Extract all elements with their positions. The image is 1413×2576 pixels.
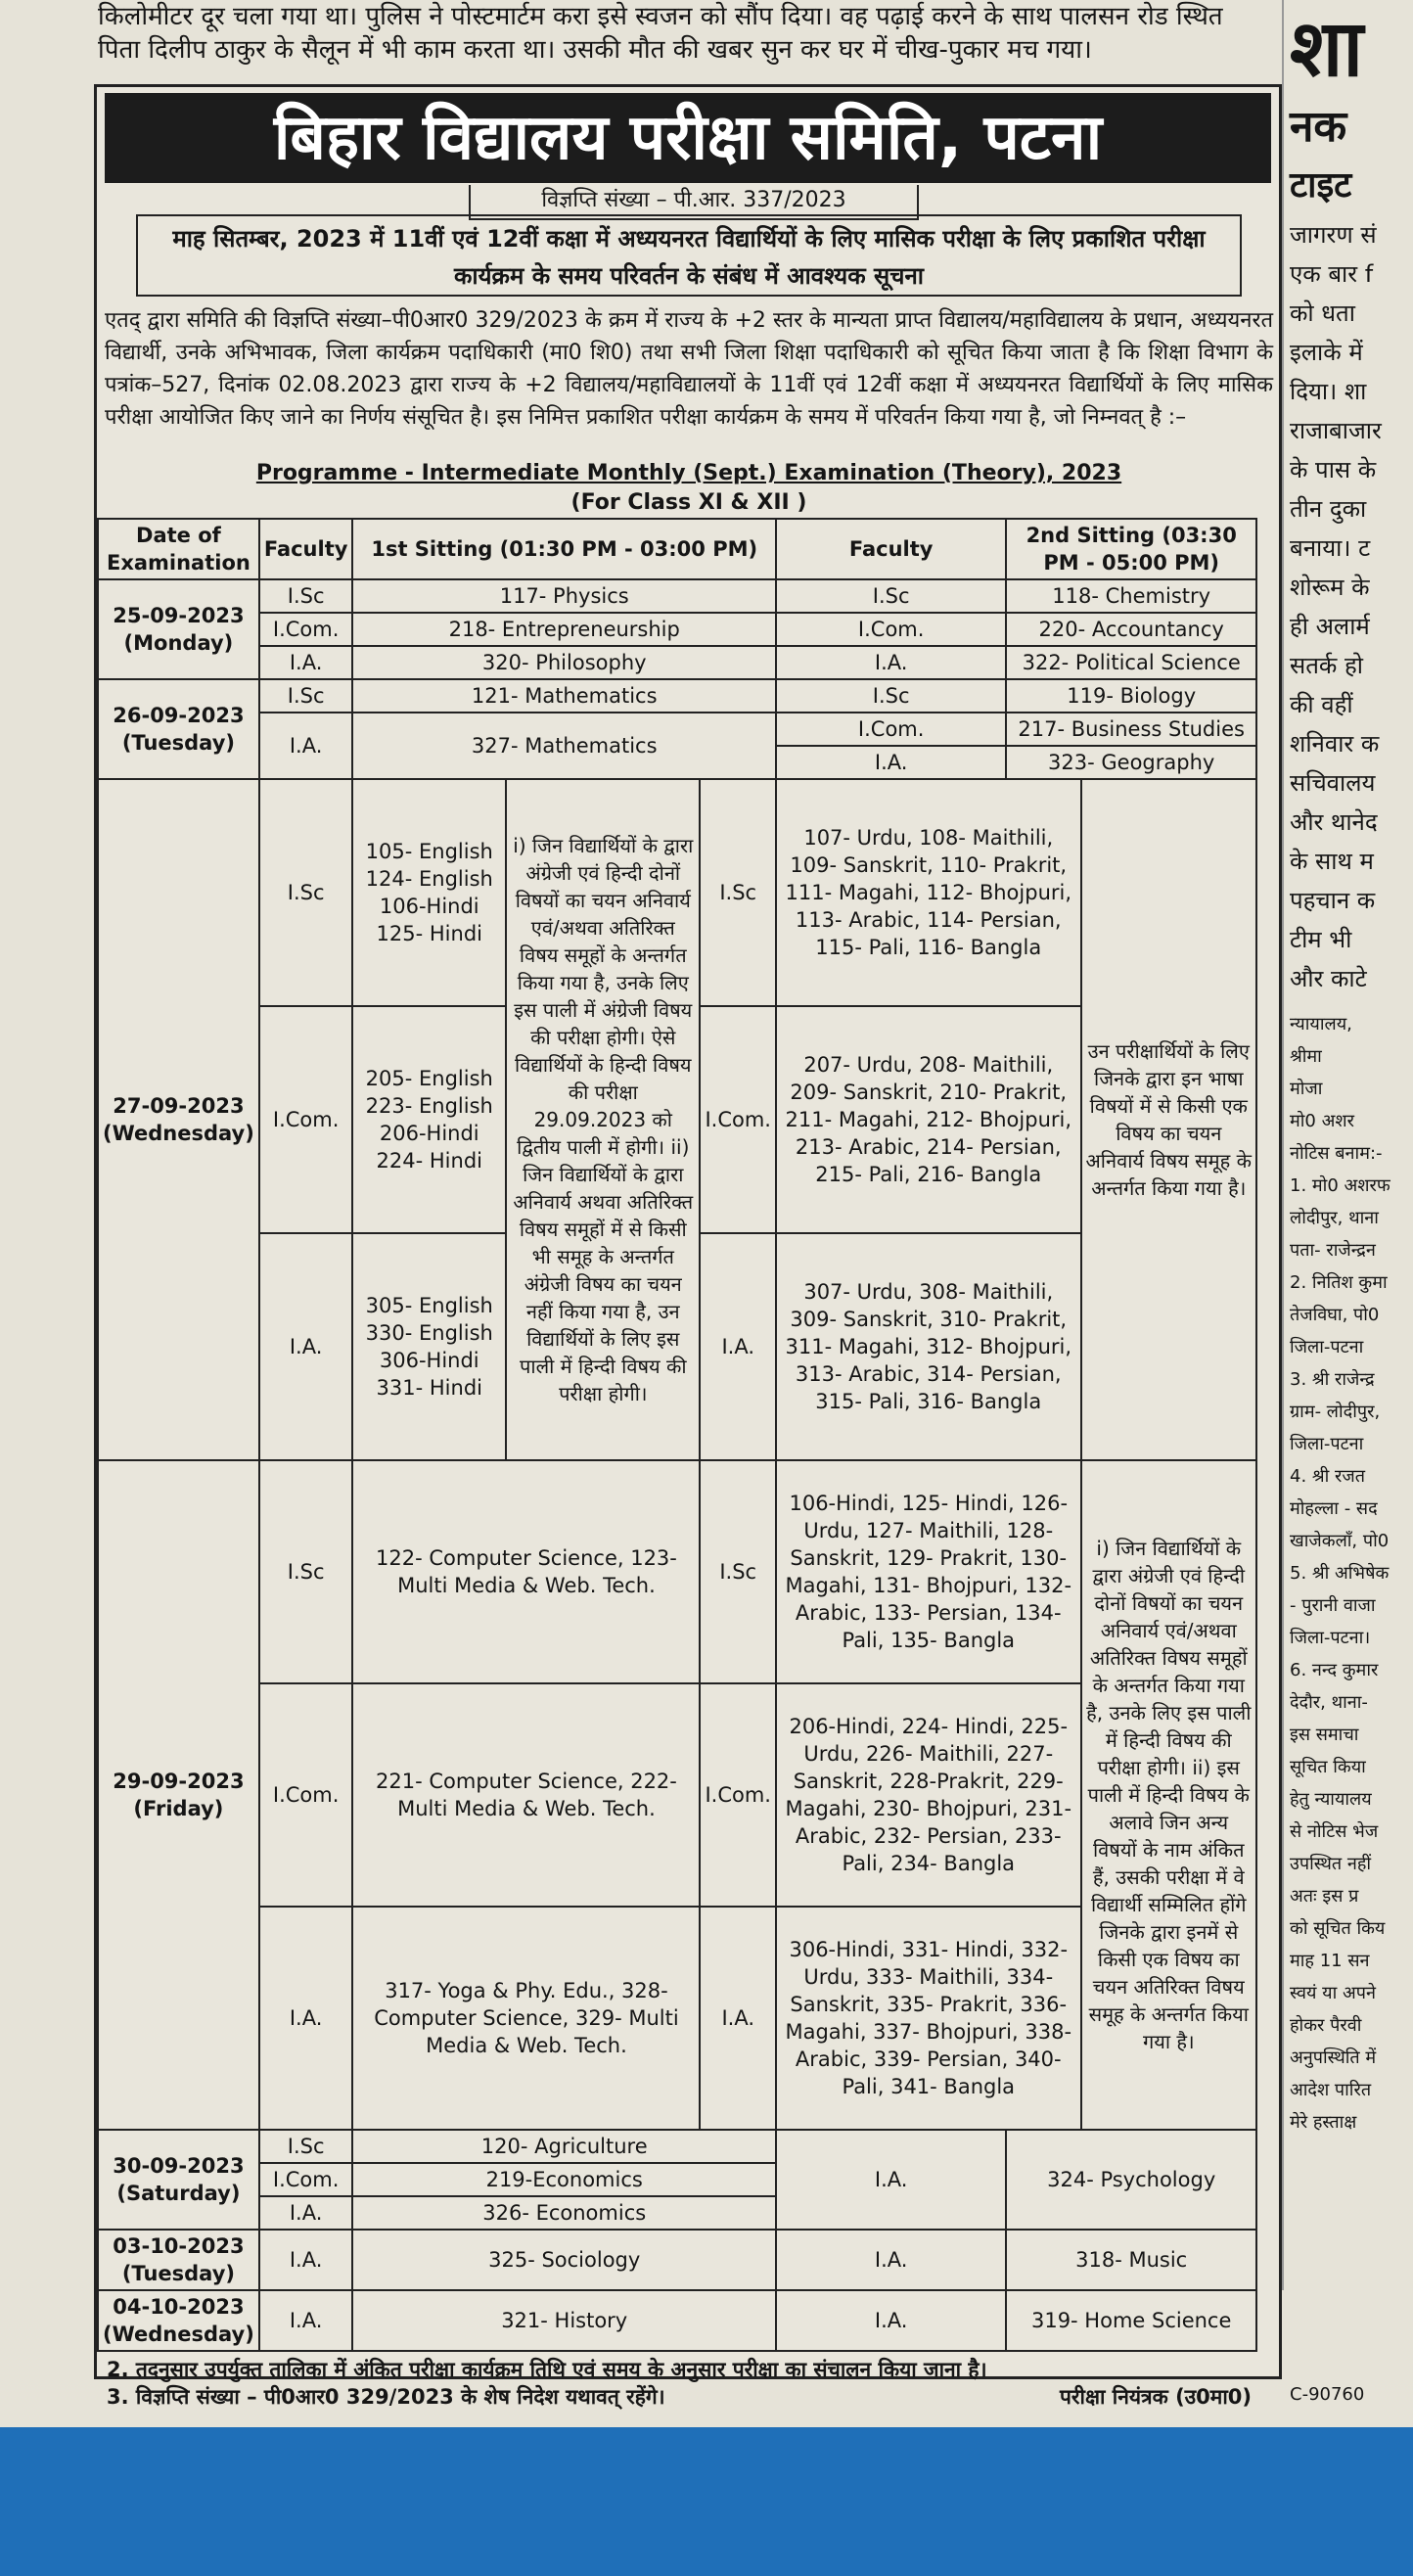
- faculty-cell: I.Com.: [776, 613, 1006, 646]
- notification-number: विज्ञप्ति संख्या – पी.आर. 337/2023: [469, 185, 919, 220]
- subject-cell: 217- Business Studies: [1006, 713, 1256, 746]
- faculty-cell: I.A.: [776, 2290, 1006, 2351]
- legal-notice-line: अतः इस प्र: [1290, 1886, 1359, 1907]
- article-line: शोरूम के: [1290, 574, 1370, 601]
- table-row: [98, 713, 1256, 746]
- faculty-cell: I.A.: [259, 2230, 353, 2290]
- legal-notice-line: 2. नितिश कुमा: [1290, 1272, 1388, 1293]
- article-line: शनिवार क: [1290, 730, 1380, 758]
- faculty-cell: I.A.: [776, 746, 1006, 779]
- subject-cell: 121- Mathematics: [352, 679, 776, 713]
- article-line: सतर्क हो: [1290, 652, 1363, 679]
- article-line: सचिवालय: [1290, 769, 1376, 797]
- subject-cell: 326- Economics: [352, 2196, 776, 2230]
- legal-notice-line: उपस्थित नहीं: [1290, 1854, 1372, 1874]
- faculty-cell: I.A.: [776, 2130, 1006, 2230]
- article-line: इलाके में: [1290, 339, 1363, 366]
- board-title: बिहार विद्यालय परीक्षा समिति, पटना: [105, 93, 1271, 183]
- legal-notice-line: न्यायालय,: [1290, 1014, 1352, 1035]
- exam-date: 25-09-2023 (Monday): [98, 579, 259, 679]
- subject-cell: 118- Chemistry: [1006, 579, 1256, 613]
- subject-cell: 105- English 124- English 106-Hindi 125- Hindi: [352, 779, 506, 1006]
- article-line: पहचान क: [1290, 887, 1376, 914]
- article-line: और थानेद: [1290, 808, 1378, 836]
- legal-notice-line: 6. नन्द कुमार: [1290, 1660, 1379, 1680]
- faculty-cell: I.A.: [259, 713, 353, 779]
- header-date: Date of Examination: [98, 519, 259, 579]
- footnote-2: 2. तदनुसार उपर्युक्त तालिका में अंकित परीक्षा कार्यक्रम तिथि एवं समय के अनुसार परीक्षा का संचालन किया जाना है।: [107, 2358, 987, 2381]
- subject-cell: 206-Hindi, 224- Hindi, 225- Urdu, 226- Maithili, 227- Sanskrit, 228-Prakrit, 229- Magahi, 230- Bhojpuri, 231- Arabic, 232- Persian, 233- Pali, 234- Bangla: [776, 1683, 1081, 1907]
- header-faculty-2: Faculty: [776, 519, 1006, 579]
- faculty-cell: I.Com.: [259, 1006, 353, 1233]
- legal-notice-line: मेरे हस्ताक्ष: [1290, 2112, 1357, 2133]
- article-line: को धता: [1290, 299, 1355, 327]
- faculty-cell: I.A.: [700, 1907, 776, 2130]
- subject-cell: 221- Computer Science, 222- Multi Media & Web. Tech.: [352, 1683, 700, 1907]
- subject-cell: 306-Hindi, 331- Hindi, 332- Urdu, 333- Maithili, 334- Sanskrit, 335- Prakrit, 336- Magahi, 337- Bhojpuri, 338- Arabic, 339- Persian, 340- Pali, 341- Bangla: [776, 1907, 1081, 2130]
- subject-cell: 220- Accountancy: [1006, 613, 1256, 646]
- article-line: के साथ म: [1290, 848, 1374, 875]
- legal-notice-line: आदेश पारित: [1290, 2080, 1372, 2100]
- subject-cell: 320- Philosophy: [352, 646, 776, 679]
- notice-intro: एतद् द्वारा समिति की विज्ञप्ति संख्या–पी0आर0 329/2023 के क्रम में राज्य के +2 स्तर के मान्यता प्राप्त विद्यालय/महाविद्यालय के प्रधान, अध्ययनरत विद्यार्थी, उनके अभिभावक, जिला कार्यक्रम पदाधिकारी (मा0 शि0) तथा सभी जिला शिक्षा पदाधिकारी को सूचित किया जाता है कि शिक्षा विभाग के पत्रांक–527, दिनांक 02.08.2023 द्वारा राज्य के +2 विद्यालय/महाविद्यालयों के 11वीं एवं 12वीं कक्षा में अध्ययनरत विद्यार्थियों के लिए मासिक परीक्षा आयोजित किए जाने का निर्णय संसूचित है। इस निमित्त प्रकाशित परीक्षा कार्यक्रम के समय में परिवर्तन किया गया है, जो निम्नवत् है :–: [105, 308, 1273, 430]
- subject-cell: 205- English 223- English 206-Hindi 224- Hindi: [352, 1006, 506, 1233]
- legal-notice-line: मो0 अशर: [1290, 1111, 1354, 1131]
- article-line: ही अलार्म: [1290, 613, 1370, 640]
- legal-notice-line: श्रीमा: [1290, 1046, 1322, 1067]
- subject-cell: 317- Yoga & Phy. Edu., 328- Computer Science, 329- Multi Media & Web. Tech.: [352, 1907, 700, 2130]
- subject-cell: 323- Geography: [1006, 746, 1256, 779]
- article-line: तीन दुका: [1290, 495, 1367, 523]
- notice-footnotes: [97, 2356, 1281, 2411]
- exam-date: 27-09-2023 (Wednesday): [98, 779, 259, 1460]
- faculty-cell: I.A.: [259, 646, 353, 679]
- legal-notice-line: - पुरानी वाजा: [1290, 1595, 1376, 1616]
- faculty-cell: I.A.: [700, 1233, 776, 1460]
- subject-cell: 120- Agriculture: [352, 2130, 776, 2163]
- hindi-additional-note: i) जिन विद्यार्थियों के द्वारा अंग्रेजी एवं हिन्दी दोनों विषयों का चयन अनिवार्य एवं/अथवा अतिरिक्त विषय समूहों के अन्तर्गत किया गया है, उनके लिए इस पाली में हिन्दी विषय की परीक्षा होगी। ii) इस पाली में हिन्दी विषय के अलावे जिन अन्य विषयों के नाम अंकित हैं, उसकी परीक्षा में वे विद्यार्थी सम्मिलित होंगे जिनके द्वारा इनमें से किसी एक विषय का चयन अतिरिक्त विषय समूह के अन्तर्गत किया गया है।: [1081, 1460, 1256, 2130]
- faculty-cell: I.Sc: [776, 679, 1006, 713]
- faculty-cell: I.A.: [259, 2290, 353, 2351]
- subject-cell: 107- Urdu, 108- Maithili, 109- Sanskrit, 110- Prakrit, 111- Magahi, 112- Bhojpuri, 113- Arabic, 114- Persian, 115- Pali, 116- Bangla: [776, 779, 1081, 1006]
- table-row: [98, 2130, 1256, 2163]
- table-row: [98, 579, 1256, 613]
- legal-notice-line: खाजेकलाँ, पो0: [1290, 1531, 1390, 1551]
- article-line: के पास के: [1290, 456, 1377, 483]
- subject-cell: 207- Urdu, 208- Maithili, 209- Sanskrit, 210- Prakrit, 211- Magahi, 212- Bhojpuri, 213- Arabic, 214- Persian, 215- Pali, 216- Bangla: [776, 1006, 1081, 1233]
- header-second-sitting: 2nd Sitting (03:30 PM - 05:00 PM): [1006, 519, 1256, 579]
- subject-cell: 119- Biology: [1006, 679, 1256, 713]
- exam-date: 26-09-2023 (Tuesday): [98, 679, 259, 779]
- exam-date: 30-09-2023 (Saturday): [98, 2130, 259, 2230]
- article-line: जागरण सं: [1290, 221, 1377, 249]
- programme-title: Programme - Intermediate Monthly (Sept.) Examination (Theory), 2023: [255, 461, 1122, 485]
- table-row: [98, 613, 1256, 646]
- table-row: [98, 646, 1256, 679]
- subject-cell: 122- Computer Science, 123- Multi Media & Web. Tech.: [352, 1460, 700, 1683]
- faculty-cell: I.Sc: [259, 2130, 353, 2163]
- legal-notice-fragment: [1290, 1008, 1413, 2139]
- legal-notice-line: ग्राम- लोदीपुर,: [1290, 1402, 1381, 1422]
- masthead-fragment: शा: [1290, 3, 1364, 94]
- exam-schedule-table: [97, 518, 1257, 2352]
- bseb-notice: [94, 84, 1282, 2409]
- legal-notice-line: तेजविघा, पो0: [1290, 1305, 1380, 1325]
- article-line: बनाया। ट: [1290, 534, 1371, 562]
- faculty-cell: I.A.: [259, 1907, 353, 2130]
- legal-notice-line: होकर पैरवी: [1290, 2015, 1362, 2036]
- legal-notice-line: इस समाचा: [1290, 1725, 1359, 1745]
- signature-controller: परीक्षा नियंत्रक (उ0मा0): [1060, 2385, 1252, 2409]
- faculty-cell: I.Com.: [259, 2163, 353, 2196]
- notice-subject: माह सितम्बर, 2023 में 11वीं एवं 12वीं कक्षा में अध्ययनरत विद्यार्थियों के लिए मासिक परीक्षा के लिए प्रकाशित परीक्षा कार्यक्रम के समय परिवर्तन के संबंध में आवश्यक सूचना: [136, 214, 1242, 297]
- table-row: [98, 1460, 1256, 1683]
- subject-cell: 321- History: [352, 2290, 776, 2351]
- header-faculty-1: Faculty: [259, 519, 353, 579]
- legal-notice-line: को सूचित किय: [1290, 1918, 1386, 1939]
- previous-article-line-2: पिता दिलीप ठाकुर के सैलून में भी काम करता था। उसकी मौत की खबर सुन कर घर में चीख-पुकार मच गया।: [98, 35, 1092, 65]
- subject-cell: 319- Home Science: [1006, 2290, 1256, 2351]
- subject-cell: 318- Music: [1006, 2230, 1256, 2290]
- legal-notice-line: जिला-पटना: [1290, 1434, 1364, 1454]
- legal-notice-line: नोटिस बनाम:-: [1290, 1143, 1383, 1164]
- table-row: [98, 2230, 1256, 2290]
- subject-cell: 327- Mathematics: [352, 713, 776, 779]
- exam-date: 04-10-2023 (Wednesday): [98, 2290, 259, 2351]
- exam-date: 29-09-2023 (Friday): [98, 1460, 259, 2130]
- subject-cell: 322- Political Science: [1006, 646, 1256, 679]
- article-line: की वहीं: [1290, 691, 1353, 718]
- subject-cell: 325- Sociology: [352, 2230, 776, 2290]
- faculty-cell: I.A.: [776, 2230, 1006, 2290]
- faculty-cell: I.Com.: [776, 713, 1006, 746]
- legal-notice-line: हेतु न्यायालय: [1290, 1789, 1372, 1810]
- faculty-cell: I.Sc: [259, 1460, 353, 1683]
- subject-cell: 307- Urdu, 308- Maithili, 309- Sanskrit, 310- Prakrit, 311- Magahi, 312- Bhojpuri, 313- Arabic, 314- Persian, 315- Pali, 316- Bangla: [776, 1233, 1081, 1460]
- headline-fragment: नक: [1290, 102, 1347, 152]
- faculty-cell: I.Sc: [259, 679, 353, 713]
- legal-notice-line: से नोटिस भेज: [1290, 1821, 1379, 1842]
- legal-notice-line: सूचित किया: [1290, 1757, 1366, 1777]
- subject-cell: 106-Hindi, 125- Hindi, 126- Urdu, 127- Maithili, 128- Sanskrit, 129- Prakrit, 130- Magahi, 131- Bhojpuri, 132- Arabic, 133- Persian, 134- Pali, 135- Bangla: [776, 1460, 1081, 1683]
- legal-notice-line: माह 11 सन: [1290, 1951, 1370, 1971]
- faculty-cell: I.Sc: [259, 579, 353, 613]
- subject-cell: 218- Entrepreneurship: [352, 613, 776, 646]
- legal-notice-line: जिला-पटना।: [1290, 1628, 1371, 1648]
- previous-article-text: [98, 0, 1262, 70]
- subject-cell: 305- English 330- English 306-Hindi 331- Hindi: [352, 1233, 506, 1460]
- header-first-sitting: 1st Sitting (01:30 PM - 03:00 PM): [352, 519, 776, 579]
- faculty-cell: I.Com.: [259, 613, 353, 646]
- legal-notice-line: जिला-पटना: [1290, 1337, 1364, 1357]
- faculty-cell: I.Com.: [700, 1683, 776, 1907]
- exam-date: 03-10-2023 (Tuesday): [98, 2230, 259, 2290]
- faculty-cell: I.A.: [259, 2196, 353, 2230]
- legal-notice-line: स्वयं या अपने: [1290, 1983, 1376, 2003]
- faculty-cell: I.Com.: [700, 1006, 776, 1233]
- legal-notice-line: 1. मो0 अशरफ: [1290, 1175, 1390, 1196]
- legal-notice-line: 5. श्री अभिषेक: [1290, 1563, 1390, 1584]
- legal-notice-line: मोजा: [1290, 1079, 1323, 1099]
- faculty-cell: I.Sc: [700, 1460, 776, 1683]
- faculty-cell: I.Com.: [259, 1683, 353, 1907]
- legal-notice-line: देदौर, थाना-: [1290, 1692, 1368, 1713]
- language-note: उन परीक्षार्थियों के लिए जिनके द्वारा इन भाषा विषयों में से किसी एक विषय का चयन अनिवार्य विषय समूह के अन्तर्गत किया गया है।: [1081, 779, 1256, 1460]
- previous-article-line-1: किलोमीटर दूर चला गया था। पुलिस ने पोस्टमार्टम करा इसे स्वजन को सौंप दिया। वह पढ़ाई करने के साथ पालसन रोड स्थित: [98, 2, 1223, 31]
- table-header-row: [98, 519, 1256, 579]
- article-fragment: [1290, 215, 1413, 998]
- faculty-cell: I.A.: [776, 646, 1006, 679]
- table-row: [98, 679, 1256, 713]
- article-line: और काटे: [1290, 965, 1367, 992]
- article-line: राजाबाजार: [1290, 417, 1382, 444]
- article-line: दिया। शा: [1290, 378, 1367, 405]
- article-line: टीम भी: [1290, 926, 1352, 953]
- ad-code: C-90760: [1290, 2384, 1365, 2405]
- subject-cell: 324- Psychology: [1006, 2130, 1256, 2230]
- faculty-cell: I.A.: [259, 1233, 353, 1460]
- article-line: एक बार f: [1290, 260, 1374, 288]
- english-hindi-note: i) जिन विद्यार्थियों के द्वारा अंग्रेजी एवं हिन्दी दोनों विषयों का चयन अनिवार्य एवं/अथवा अतिरिक्त विषय समूहों के अन्तर्गत किया गया है, उनके लिए इस पाली में अंग्रेजी विषय की परीक्षा होगी। ऐसे विद्यार्थियों के हिन्दी विषय की परीक्षा 29.09.2023 को द्वितीय पाली में होगी। ii) जिन विद्यार्थियों के द्वारा अनिवार्य अथवा अतिरिक्त विषय समूहों में से किसी भी समूह के अन्तर्गत अंग्रेजी विषय का चयन नहीं किया गया है, उन विद्यार्थियों के लिए इस पाली में हिन्दी विषय की परीक्षा होगी।: [506, 779, 700, 1460]
- advertisement-panel: [0, 2427, 1413, 2576]
- table-row: [98, 2290, 1256, 2351]
- legal-notice-line: 3. श्री राजेन्द्र: [1290, 1369, 1375, 1390]
- legal-notice-line: अनुपस्थिति में: [1290, 2047, 1377, 2068]
- legal-notice-line: 4. श्री रजत: [1290, 1466, 1366, 1487]
- faculty-cell: I.Sc: [700, 779, 776, 1006]
- footnote-3: 3. विज्ञप्ति संख्या – पी0आर0 329/2023 के शेष निदेश यथावत् रहेंगे।: [107, 2385, 665, 2409]
- programme-subtitle: (For Class XI & XII ): [570, 490, 807, 515]
- subhead-fragment: टाइट: [1290, 165, 1352, 206]
- adjacent-column: [1282, 0, 1413, 2290]
- legal-notice-line: लोदीपुर, थाना: [1290, 1208, 1379, 1228]
- faculty-cell: I.Sc: [776, 579, 1006, 613]
- subject-cell: 219-Economics: [352, 2163, 776, 2196]
- table-row: [98, 779, 1256, 1006]
- subject-cell: 117- Physics: [352, 579, 776, 613]
- legal-notice-line: मोहल्ला - सद: [1290, 1498, 1378, 1519]
- faculty-cell: I.Sc: [259, 779, 353, 1006]
- legal-notice-line: पता- राजेन्द्रन: [1290, 1240, 1376, 1261]
